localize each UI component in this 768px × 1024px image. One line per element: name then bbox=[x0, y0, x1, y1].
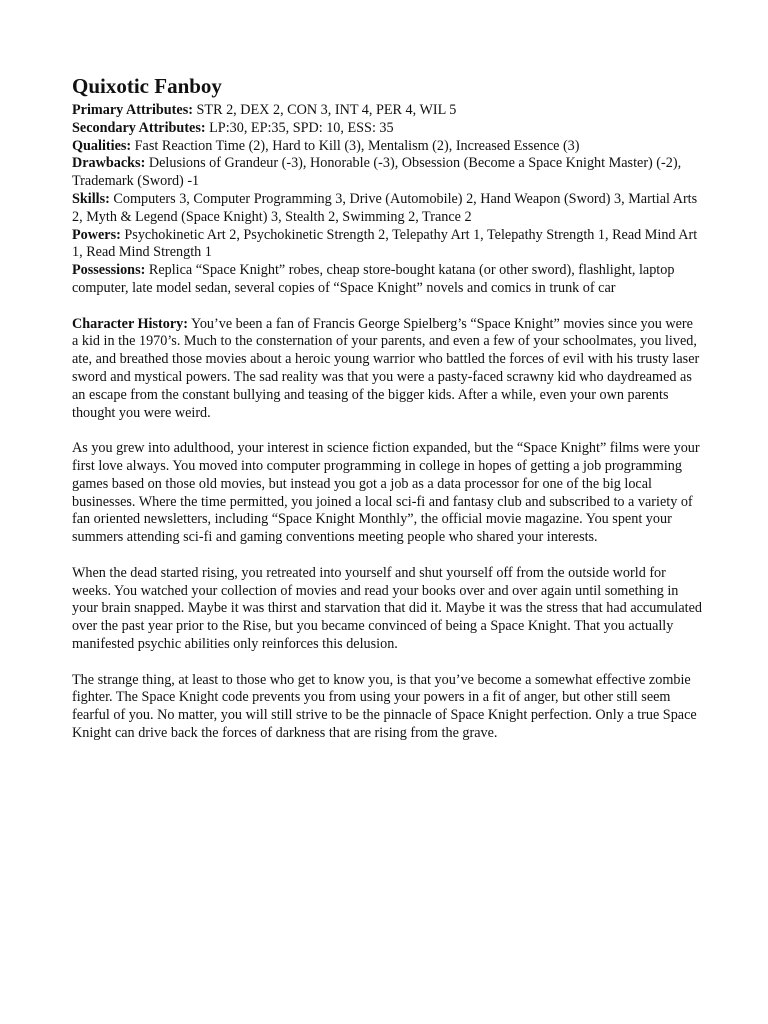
powers-value: Psychokinetic Art 2, Psychokinetic Strength 2, Telepathy Art 1, Telepathy Strength 1, Read Mind Art 1, Read Mind Strength 1 bbox=[72, 226, 698, 261]
secondary-attributes-label: Secondary Attributes: bbox=[72, 119, 206, 136]
qualities bbox=[72, 138, 702, 156]
possessions-value: Replica “Space Knight” robes, cheap store-bought katana (or other sword), flashlight, laptop computer, late model sedan, several copies of “Space Knight” novels and comics in trunk of car bbox=[72, 262, 675, 296]
primary-attributes bbox=[72, 102, 702, 120]
possessions bbox=[72, 262, 702, 298]
secondary-attributes-value: LP:30, EP:35, SPD: 10, ESS: 35 bbox=[205, 119, 394, 136]
drawbacks bbox=[72, 155, 702, 191]
possessions-label: Possessions: bbox=[72, 262, 146, 279]
character-history-text: You’ve been a fan of Francis George Spielberg’s “Space Knight” movies since you were a kid in the 1970’s. Much to the consternation of your parents, and even a few of your schoolmates, you lived, ate, and breathed those movies about a heroic young warrior who battled the forces of evil with his trusty laser sword and mystical powers. The sad reality was that you were a pasty-faced scrawny kid who daydreamed as an escape from the constant bullying and teasing of the bigger kids. After a while, even your own parents thought you were weird. bbox=[72, 315, 700, 421]
document-page bbox=[72, 74, 702, 743]
history-paragraph-4: The strange thing, at least to those who get to know you, is that you’ve become a somewhat effective zombie fighter. The Space Knight code prevents you from using your powers in a fit of anger, but other still seem fearful of you. No matter, you will still strive to be the pinnacle of Space Knight perfection. Only a true Space Knight can drive back the forces of darkness that are rising from the grave. bbox=[72, 671, 697, 741]
skills-label: Skills: bbox=[72, 190, 110, 207]
history-paragraph-3: When the dead started rising, you retreated into yourself and shut yourself off from the outside world for weeks. You watched your collection of movies and read your books over and over again until something in your brain snapped. Maybe it was thirst and starvation that did it. Maybe it was the stress that had accumulated over the past year prior to the Rise, but you became convinced of being a Space Knight. That you actually manifested psychic abilities only reinforces this delusion. bbox=[72, 564, 703, 652]
powers-label: Powers: bbox=[72, 226, 121, 243]
skills bbox=[72, 191, 702, 227]
drawbacks-value: Delusions of Grandeur (-3), Honorable (-3), Obsession (Become a Space Knight Master) (-2), Trademark (Sword) -1 bbox=[72, 155, 682, 190]
character-title: Quixotic Fanboy bbox=[72, 74, 222, 98]
secondary-attributes bbox=[72, 120, 702, 138]
qualities-value: Fast Reaction Time (2), Hard to Kill (3), Mentalism (2), Increased Essence (3) bbox=[131, 137, 580, 154]
skills-value: Computers 3, Computer Programming 3, Drive (Automobile) 2, Hand Weapon (Sword) 3, Martial Arts 2, Myth & Legend (Space Knight) 3, Stealth 2, Swimming 2, Trance 2 bbox=[72, 190, 698, 225]
primary-attributes-label: Primary Attributes: bbox=[72, 102, 193, 118]
character-history-label: Character History: bbox=[72, 315, 188, 332]
powers bbox=[72, 227, 702, 263]
qualities-label: Qualities: bbox=[72, 137, 132, 154]
character-history-paragraph bbox=[72, 316, 702, 423]
drawbacks-label: Drawbacks: bbox=[72, 155, 146, 172]
primary-attributes-value: STR 2, DEX 2, CON 3, INT 4, PER 4, WIL 5 bbox=[192, 102, 457, 118]
history-paragraph-2: As you grew into adulthood, your interest in science fiction expanded, but the “Space Knight” films were your first love always. You moved into computer programming in college in hopes of getting a job programming games based on those old movies, but instead you got a job as a data processor for one of the big local businesses. Where the time permitted, you joined a local sci-fi and fantasy club and subscribed to a variety of fan oriented newsletters, including “Space Knight Monthly”, the official movie magazine. You spent your summers attending sci-fi and gaming conventions meeting people who shared your interests. bbox=[72, 440, 700, 546]
